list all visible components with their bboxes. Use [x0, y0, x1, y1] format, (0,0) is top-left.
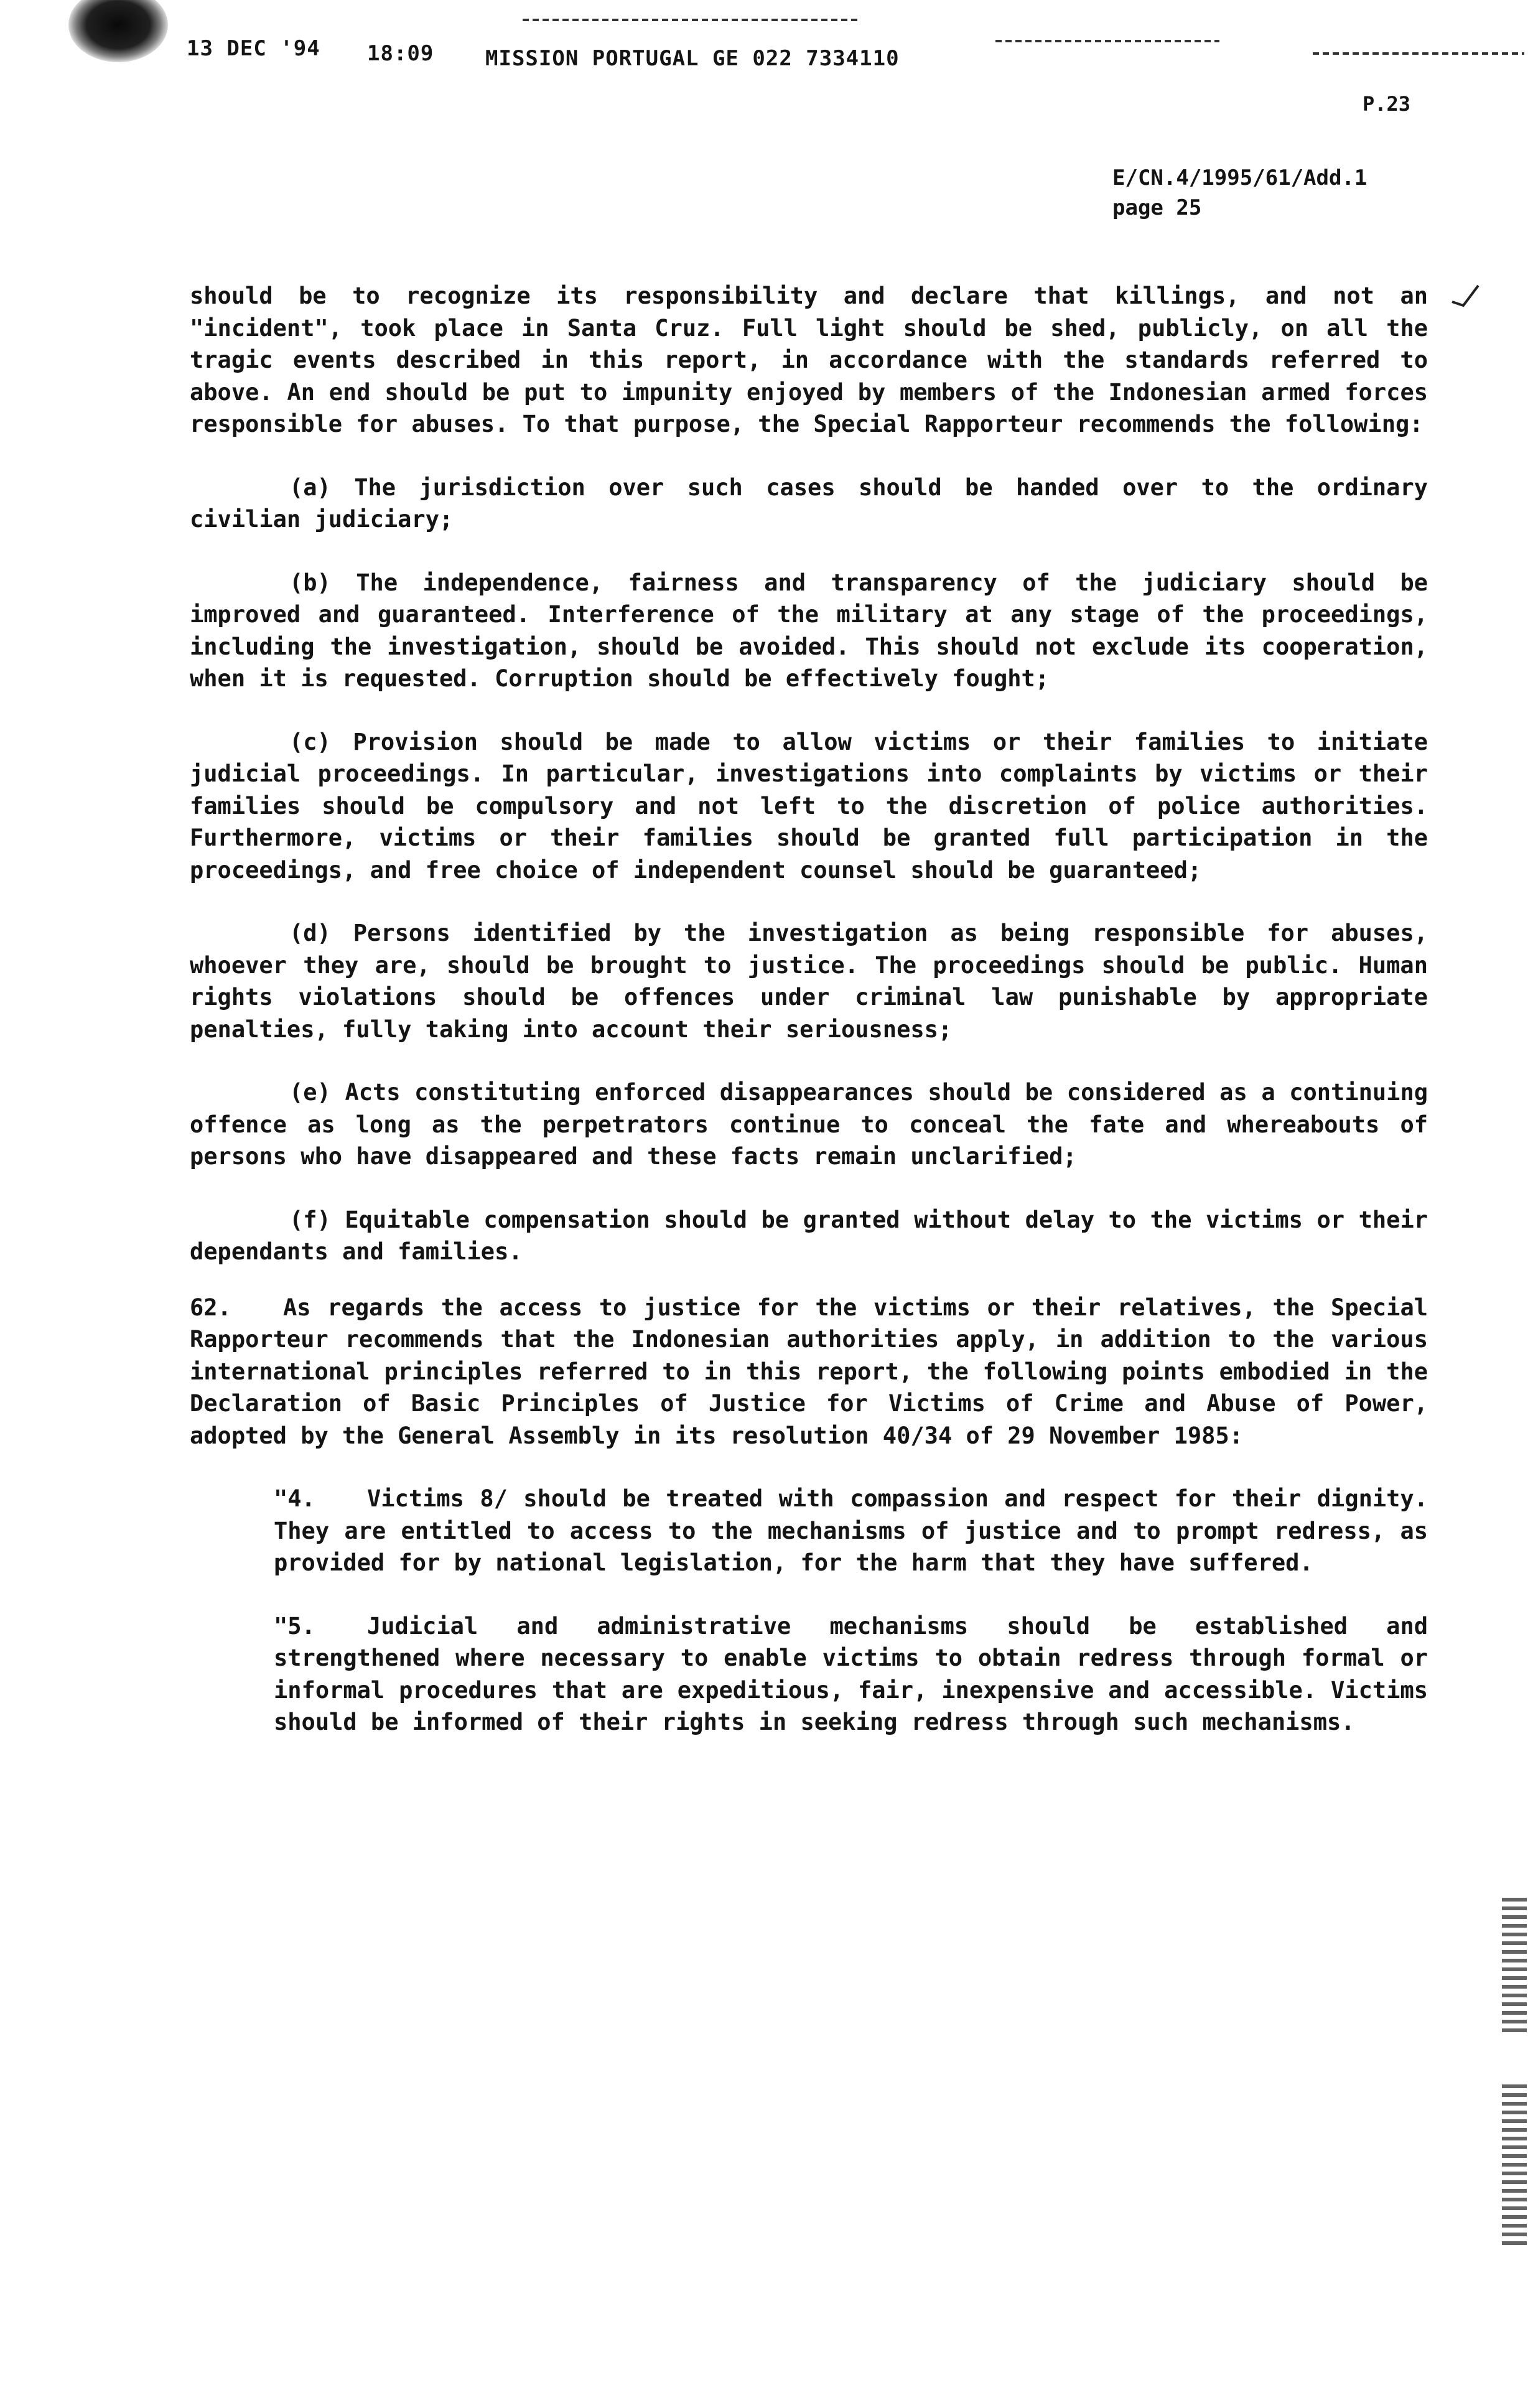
fax-date: 13 DEC '94: [187, 36, 320, 61]
quote-4-text: Victims 8/ should be treated with compassion and respect for their dignity. They are entitled to access to the mechanisms of justice and to prompt redress, as provided for by national legislation, for the harm that they have suffered.: [274, 1485, 1428, 1576]
fax-time: 18:09: [367, 41, 434, 66]
document-page-label: page 25: [1112, 195, 1202, 220]
paragraph-62: [190, 1292, 1428, 1452]
fax-page-number: P.23: [1363, 92, 1411, 116]
document-body: [190, 280, 1428, 1770]
quoted-principle-5: [274, 1610, 1428, 1738]
fax-header: [187, 36, 900, 161]
recommendation-d: (d) Persons identified by the investigation as being responsible for abuses, whoever they are, should be brought to justice. The proceedings should be public. Human rights violations should be offences under criminal law punishable by appropriate penalties, fully taking into account their seriousness;: [190, 920, 1428, 1043]
recommendation-c: (c) Provision should be made to allow victims or their families to initiate judicial proceedings. In particular, investigations into complaints by victims or their families should be compulsory and not left to the discretion of police authorities. Furthermore, victims or their families should be granted full participation in the proceedings, and free choice of independent counsel should be guaranteed;: [190, 728, 1428, 884]
scan-edge-noise-lower: [1502, 2084, 1527, 2246]
handwritten-check-mark: [1450, 283, 1481, 308]
scan-dash-line-right: [995, 40, 1219, 42]
recommendation-a: (a) The jurisdiction over such cases should be handed over to the ordinary civilian judiciary;: [190, 474, 1428, 533]
document-code: E/CN.4/1995/61/Add.1: [1112, 166, 1368, 190]
quote-number-4: "4.: [274, 1485, 315, 1512]
recommendation-e: (e) Acts constituting enforced disappearances should be considered as a continuing offence as long as the perpetrators continue to conceal the fate and whereabouts of persons who have disappeared and these facts remain unclarified;: [190, 1079, 1428, 1170]
quoted-principle-4: [274, 1483, 1428, 1579]
recommendation-f: (f) Equitable compensation should be granted without delay to the victims or their dependants and families.: [190, 1206, 1428, 1265]
toner-smudge: [68, 0, 168, 62]
quote-5-text: Judicial and administrative mechanisms should be established and strengthened where necessary to enable victims to obtain redress through formal or informal procedures that are expeditious, fair, inexpensive and accessible. Victims should be informed of their rights in seeking redress through such mechanisms.: [274, 1612, 1428, 1735]
paragraph-62-text: As regards the access to justice for the victims or their relatives, the Special Rapporteur recommends that the Indonesian authorities apply, in addition to the various international principles referred to in this report, the following points embodied in the Declaration of Basic Principles of Justice for Victims of Crime and Abuse of Power, adopted by the General Assembly in its resolution 40/34 of 29 November 1985:: [190, 1294, 1428, 1449]
scan-dash-line-far-right: [1313, 52, 1524, 55]
intro-paragraph: should be to recognize its responsibility and declare that killings, and not an "incident", took place in Santa Cruz. Full light should be shed, publicly, on all the tragic events described in this report, in accordance with the standards referred to above. An end should be put to impunity enjoyed by members of the Indonesian armed forces responsible for abuses. To that purpose, the Special Rapporteur recommends the following:: [190, 282, 1428, 437]
paragraph-number: 62.: [190, 1294, 231, 1321]
document-symbol: [1112, 163, 1367, 223]
scan-edge-noise-upper: [1502, 1898, 1527, 2035]
recommendation-b: (b) The independence, fairness and transparency of the judiciary should be improved and guaranteed. Interference of the military at any stage of the proceedings, including the investigation, should be avoided. This should not exclude its cooperation, when it is requested. Corruption should be effectively fought;: [190, 569, 1428, 692]
fax-sender: MISSION PORTUGAL GE 022 7334110: [485, 46, 900, 71]
scan-dash-line-left: [523, 19, 859, 21]
quote-number-5: "5.: [274, 1612, 315, 1640]
